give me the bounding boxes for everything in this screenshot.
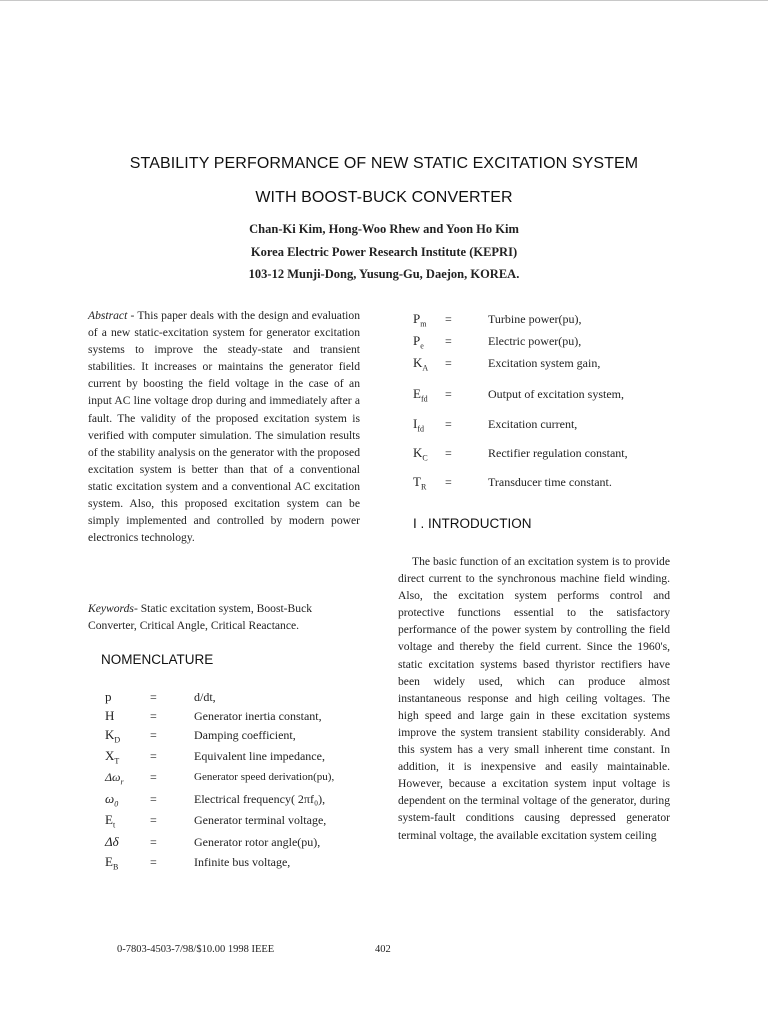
- nomenclature-equals: =: [150, 813, 157, 827]
- nomenclature-symbol: $\omega_0$: [105, 791, 119, 809]
- top-rule: [0, 0, 768, 1]
- symbol: $P_m$: [413, 311, 427, 329]
- nomenclature-equals: =: [150, 835, 157, 849]
- author-affiliation: Korea Electric Power Research Institute (KEPRI): [250, 245, 518, 259]
- symbol: $P_e$: [413, 333, 424, 351]
- keywords-lead: Keywords: [88, 602, 134, 615]
- symbol-description: Output of excitation system,: [488, 387, 624, 401]
- abstract-text: - This paper deals with the design and evaluation of a new static-excitation system for generator excitation systems to improve the steady-state and transient stabilities. It increases or maintains the generator field current by boosting the field voltage in the case of an input AC line voltage drop during and immediately after a fault. The validity of the proposed excitation system is verified with computer simulation. The simulation results of the stability analysis on the generator with the proposed excitation system is better than that of a conventional static excitation system and a conventional AC excitation system. Also, this proposed excitation system can be simply implemented and controlled by modern power electronics technology.: [88, 309, 360, 545]
- nomenclature-equals: =: [150, 709, 157, 723]
- symbol-equals: =: [445, 446, 452, 460]
- symbol: $T_R$: [413, 474, 427, 492]
- nomenclature-description: Generator rotor angle(pu),: [194, 835, 321, 849]
- symbol-equals: =: [445, 312, 452, 326]
- nomenclature-description: Equivalent line impedance,: [194, 749, 325, 763]
- symbol: $E_{fd}$: [413, 386, 428, 404]
- symbol-description: Excitation current,: [488, 417, 578, 431]
- paper-title-line-1: STABILITY PERFORMANCE OF NEW STATIC EXCITATION SYSTEM: [129, 155, 639, 172]
- introduction-paragraph: The basic function of an excitation system is to provide direct current to the synchronous machine field winding. Also, the excitation system performs control and protective functions essential to the satisfactory performance of the power system by controlling the field voltage and thereby the field current. Since the 1960's, static excitation systems based thyristor rectifiers have been widely used, which can produce almost instantaneous response and high ceiling voltages. The high speed and large gain in these excitation systems improve the system transient stability considerably. And this system has a very small inherent time constant. In addition, it is inexpensive and easily maintainable. However, because a excitation system input voltage is dependent on the terminal voltage of the generator, during system-fault conditions causing depressed generator terminal voltage, the available excitation system ceiling: [398, 555, 670, 842]
- symbol-equals: =: [445, 356, 452, 370]
- keywords-text: - Static excitation system, Boost-Buck Converter, Critical Angle, Critical Reactance.: [88, 602, 313, 633]
- symbol-equals: =: [445, 334, 452, 348]
- keywords-paragraph: [88, 600, 360, 634]
- nomenclature-symbol: $E_B$: [105, 854, 119, 872]
- footer-copyright: 0-7803-4503-7/98/$10.00 1998 IEEE: [117, 944, 275, 955]
- nomenclature-symbol: p: [105, 689, 112, 704]
- nomenclature-symbol: $K_D$: [105, 727, 121, 745]
- nomenclature-heading: NOMENCLATURE: [101, 652, 214, 667]
- introduction-heading: I . INTRODUCTION: [413, 516, 532, 531]
- symbol: $I_{fd}$: [413, 416, 425, 434]
- symbol-description: Rectifier regulation constant,: [488, 446, 628, 460]
- symbol-equals: =: [445, 387, 452, 401]
- author-address: 103-12 Munji-Dong, Yusung-Gu, Daejon, KOREA.: [248, 267, 520, 281]
- nomenclature-description: Damping coefficient,: [194, 728, 296, 742]
- introduction-body: [398, 553, 670, 844]
- nomenclature-description: Infinite bus voltage,: [194, 855, 291, 869]
- symbol-equals: =: [445, 417, 452, 431]
- nomenclature-description: Generator speed derivation(pu),: [194, 771, 335, 783]
- nomenclature-equals: =: [150, 770, 157, 784]
- nomenclature-description: d/dt,: [194, 690, 216, 704]
- nomenclature-symbol: Δδ: [105, 834, 119, 849]
- page-number: 402: [375, 944, 391, 955]
- symbol-description: Electric power(pu),: [488, 334, 582, 348]
- nomenclature-equals: =: [150, 749, 157, 763]
- nomenclature-description: Generator terminal voltage,: [194, 813, 327, 827]
- nomenclature-equals: =: [150, 855, 157, 869]
- symbol-description: Turbine power(pu),: [488, 312, 582, 326]
- symbol: $K_C$: [413, 445, 428, 463]
- nomenclature-equals: =: [150, 792, 157, 806]
- nomenclature-symbol: $E_t$: [105, 812, 116, 830]
- abstract-paragraph: [88, 307, 360, 546]
- paper-title-line-2: WITH BOOST-BUCK CONVERTER: [255, 189, 513, 206]
- symbol-description: Transducer time constant.: [488, 475, 612, 489]
- symbol-description: Excitation system gain,: [488, 356, 601, 370]
- author-names: Chan-Ki Kim, Hong-Woo Rhew and Yoon Ho Kim: [249, 222, 519, 236]
- nomenclature-equals: =: [150, 690, 157, 704]
- nomenclature-symbol: $\Delta\omega_r$: [105, 770, 124, 787]
- nomenclature-equals: =: [150, 728, 157, 742]
- nomenclature-description: Generator inertia constant,: [194, 709, 322, 723]
- nomenclature-symbol: H: [105, 708, 115, 723]
- symbol-equals: =: [445, 475, 452, 489]
- symbol: $K_A$: [413, 355, 429, 373]
- nomenclature-description: Electrical frequency( 2πf₀),: [194, 792, 326, 806]
- nomenclature-symbol: $X_T$: [105, 748, 120, 766]
- abstract-lead: Abstract: [88, 309, 128, 322]
